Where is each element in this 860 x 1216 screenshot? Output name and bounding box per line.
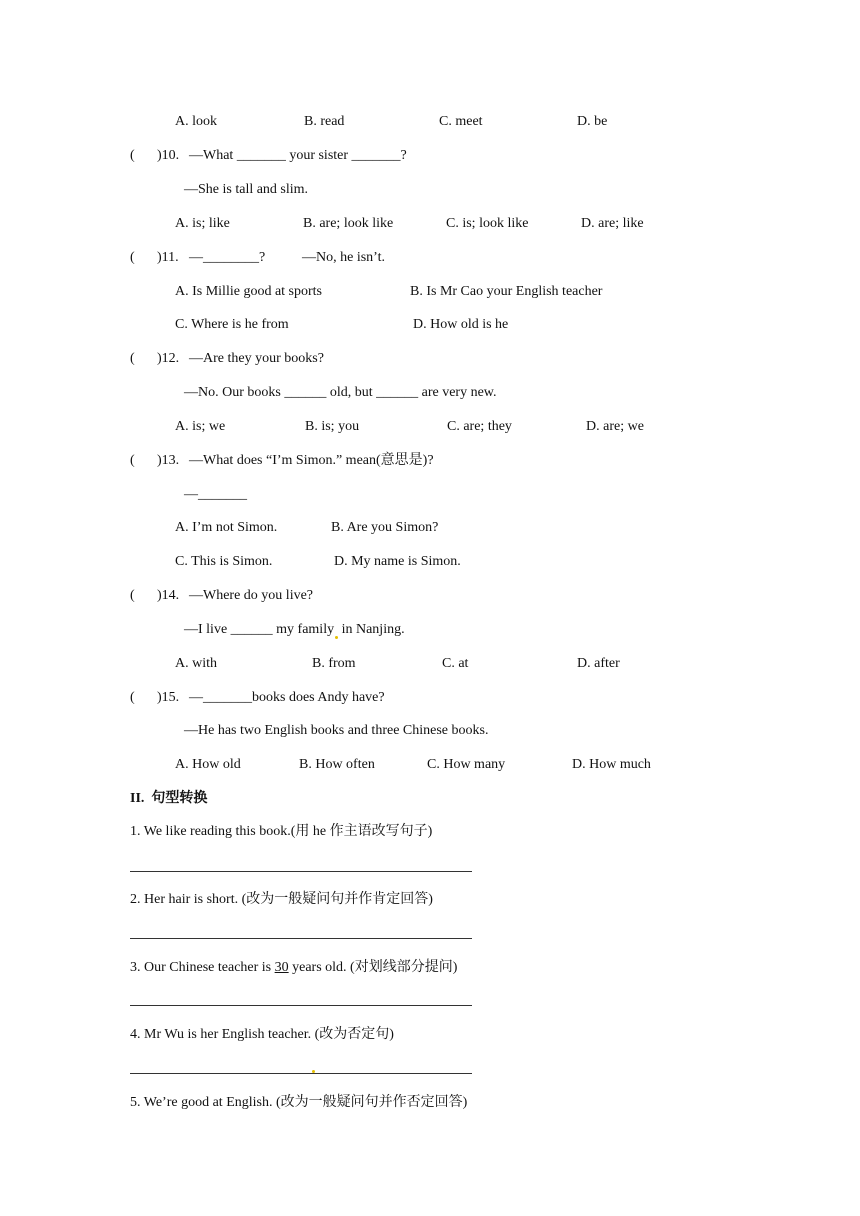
- q13-option-b: B. Are you Simon?: [331, 520, 439, 535]
- q13-question: —What does “I’m Simon.” mean(意思是)?: [189, 453, 434, 468]
- q13-answer-paren-open: (: [130, 453, 135, 468]
- q13-reply: —_______: [184, 487, 247, 502]
- q14-reply: [184, 621, 405, 639]
- q13-option-a: A. I’m not Simon.: [175, 520, 278, 535]
- q14-option-b: B. from: [312, 656, 356, 671]
- q10-question: —What _______ your sister _______?: [189, 148, 407, 163]
- q12-reply: —No. Our books ______ old, but ______ are very new.: [184, 385, 497, 400]
- q14-question: —Where do you live?: [189, 588, 314, 603]
- q12-answer-paren-open: (: [130, 351, 135, 366]
- q15-option-b: B. How often: [299, 757, 375, 772]
- q12-number: )12.: [157, 351, 180, 366]
- q14-option-d: D. after: [577, 656, 620, 671]
- q14-answer-paren-open: (: [130, 588, 135, 603]
- transform-item-2: 2. Her hair is short. (改为一般疑问句并作肯定回答): [130, 892, 433, 907]
- q12-option-b: B. is; you: [305, 419, 360, 434]
- q12-question: —Are they your books?: [189, 351, 324, 366]
- transform-item-5: 5. We’re good at English. (改为一般疑问句并作否定回答): [130, 1095, 468, 1110]
- q11-number: )11.: [157, 250, 179, 265]
- q11-option-b: B. Is Mr Cao your English teacher: [410, 284, 603, 299]
- transform-item-3: [130, 959, 457, 977]
- q13-option-c: C. This is Simon.: [175, 554, 273, 569]
- q15-answer-paren-open: (: [130, 690, 135, 705]
- q12-option-d: D. are; we: [586, 419, 644, 434]
- transform-item-3-part-a: 3. Our Chinese teacher is: [130, 960, 275, 975]
- q13-number: )13.: [157, 453, 180, 468]
- q11-option-c: C. Where is he from: [175, 317, 289, 332]
- q11-question: —________?: [189, 250, 266, 265]
- q14-option-a: A. with: [175, 656, 217, 671]
- q14-option-c: C. at: [442, 656, 469, 671]
- q14-number: )14.: [157, 588, 180, 603]
- transform-item-1: 1. We like reading this book.(用 he 作主语改写句子): [130, 824, 433, 839]
- q15-number: )15.: [157, 690, 180, 705]
- transform-item-3-part-b: years old. (对划线部分提问): [288, 960, 458, 975]
- q15-option-d: D. How much: [572, 757, 651, 772]
- q12-option-a: A. is; we: [175, 419, 226, 434]
- q15-question: —_______books does Andy have?: [189, 690, 385, 705]
- q15-reply: —He has two English books and three Chinese books.: [184, 723, 489, 738]
- q10-reply: —She is tall and slim.: [184, 182, 309, 197]
- answer-line-3[interactable]: [130, 1005, 472, 1006]
- transform-item-4: 4. Mr Wu is her English teacher. (改为否定句): [130, 1027, 394, 1042]
- q11-option-a: A. Is Millie good at sports: [175, 284, 322, 299]
- q9-option-d: D. be: [577, 114, 608, 129]
- q15-option-c: C. How many: [427, 757, 506, 772]
- q10-option-d: D. are; like: [581, 216, 644, 231]
- q12-option-c: C. are; they: [447, 419, 512, 434]
- answer-line-4[interactable]: [130, 1073, 472, 1074]
- q10-number: )10.: [157, 148, 180, 163]
- q10-option-c: C. is; look like: [446, 216, 529, 231]
- q10-option-a: A. is; like: [175, 216, 230, 231]
- underlined-age: 30: [274, 960, 289, 975]
- section-2-title: II. 句型转换: [130, 791, 208, 806]
- q9-option-b: B. read: [304, 114, 345, 129]
- q11-reply: —No, he isn’t.: [302, 250, 385, 265]
- q9-option-c: C. meet: [439, 114, 483, 129]
- answer-line-2[interactable]: [130, 938, 472, 939]
- answer-line-1[interactable]: [130, 871, 472, 872]
- q14-reply-part-b: in Nanjing.: [338, 622, 405, 637]
- q13-option-d: D. My name is Simon.: [334, 554, 461, 569]
- q11-answer-paren-open: (: [130, 250, 135, 265]
- q10-option-b: B. are; look like: [303, 216, 394, 231]
- q14-reply-part-a: —I live ______ my family: [184, 622, 335, 637]
- marker-dot-icon: [312, 1070, 315, 1073]
- q9-option-a: A. look: [175, 114, 217, 129]
- q11-option-d: D. How old is he: [413, 317, 509, 332]
- q15-option-a: A. How old: [175, 757, 241, 772]
- q10-answer-paren-open: (: [130, 148, 135, 163]
